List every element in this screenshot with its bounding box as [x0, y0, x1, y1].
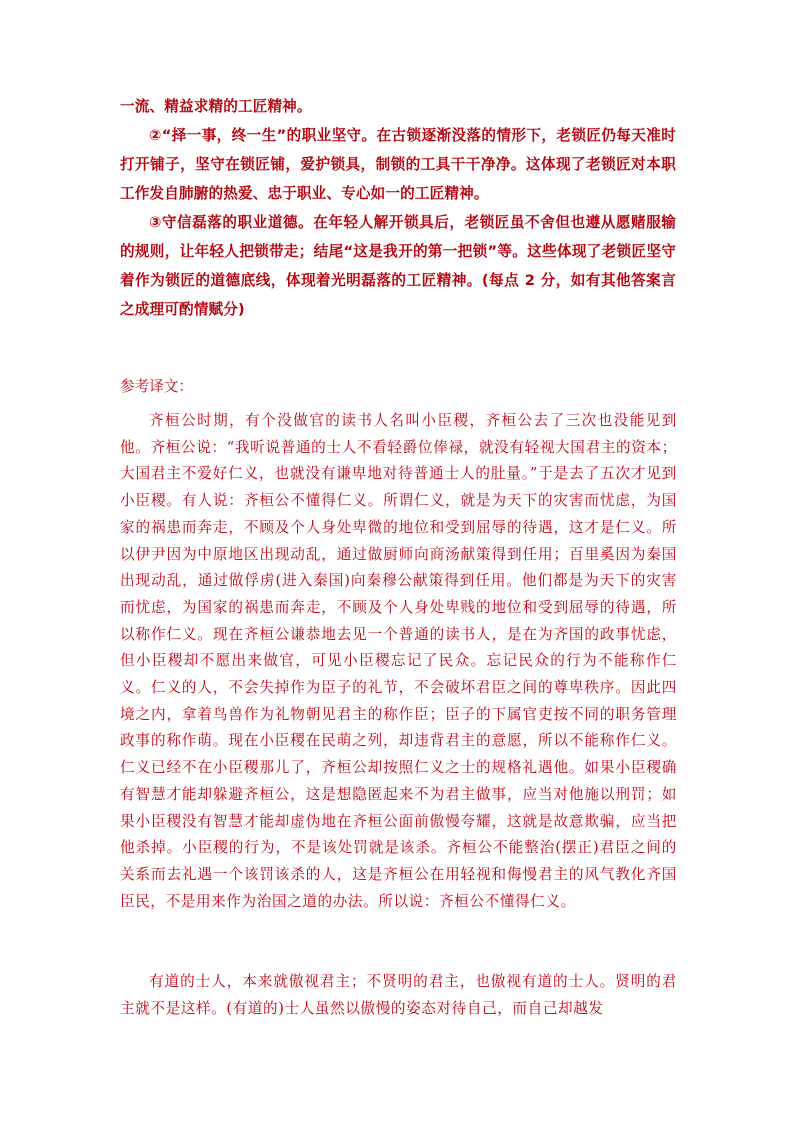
translation-paragraph-1: 齐桓公时期，有个没做官的读书人名叫小臣稷，齐桓公去了三次也没能见到他。齐桓公说：“我听说普通的士人不看轻爵位俸禄，就没有轻视大国君主的资本；大国君主不爱好仁义，也就没有谦卑地对待普通士人的肚量。”于是去了五次才见到小臣稷。有人说：齐桓公不懂得仁义。所谓仁义，就是为天下的灾害而忧虑，为国家的祸患而奔走，不顾及个人身处卑微的地位和受到屈辱的待遇，这才是仁义。所以伊尹因为中原地区出现动乱，通过做厨师向商汤献策得到任用；百里奚因为秦国出现动乱，通过做俘虏(进入秦国)向秦穆公献策得到任用。他们都是为天下的灾害而忧虑，为国家的祸患而奔走，不顾及个人身处卑贱的地位和受到屈辱的待遇，所以称作仁义。现在齐桓公谦恭地去见一个普通的读书人，是在为齐国的政事忧虑，但小臣稷却不愿出来做官，可见小臣稷忘记了民众。忘记民众的行为不能称作仁义。仁义的人，不会失掉作为臣子的礼节，不会破坏君臣之间的尊卑秩序。因此四境之内，拿着鸟兽作为礼物朝见君主的称作臣；臣子的下属官吏按不同的职务管理政事的称作萌。现在小臣稷在民萌之列，却违背君主的意愿，所以不能称作仁义。仁义已经不在小臣稷那儿了，齐桓公却按照仁义之士的规格礼遇他。如果小臣稷确有智慧才能却躲避齐桓公，这是想隐匿起来不为君主做事，应当对他施以刑罚；如果小臣稷没有智慧才能却虚伪地在齐桓公面前傲慢夸耀，这就是故意欺骗，应当把他杀掉。小臣稷的行为，不是该处罚就是该杀。齐桓公不能整治(摆正)君臣之间的关系而去礼遇一个该罚该杀的人，这是齐桓公在用轻视和侮慢君主的风气教化齐国臣民，不是用来作为治国之道的办法。所以说：齐桓公不懂得仁义。 [120, 412, 677, 910]
answer-point-2: ②“择一事，终一生”的职业坚守。在古锁逐渐没落的情形下，老锁匠仍每天准时打开铺子，坚守在锁匠铺，爱护锁具，制锁的工具干干净净。这体现了老锁匠对本职工作发自肺腑的热爱、忠于职业、专心如一的工匠精神。 [120, 127, 676, 202]
reference-translation-heading: 参考译文： [120, 378, 193, 395]
translation-paragraph-2: 有道的士人，本来就傲视君主；不贤明的君主，也傲视有道的士人。贤明的君主就不是这样。(有道的)士人虽然以傲慢的姿态对待自己，而自己却越发 [120, 973, 677, 1017]
answer-continuation-line: 一流、精益求精的工匠精神。 [120, 98, 312, 115]
answer-point-3: ③守信磊落的职业道德。在年轻人解开锁具后，老锁匠虽不舍但也遵从愿赌服输的规则，让年轻人把锁带走；结尾“这是我开的第一把锁”等。这些体现了老锁匠坚守着作为锁匠的道德底线，体现着光明磊落的工匠精神。(每点 2 分，如有其他答案言之成理可酌情赋分) [120, 214, 676, 318]
answer-section [120, 92, 676, 324]
